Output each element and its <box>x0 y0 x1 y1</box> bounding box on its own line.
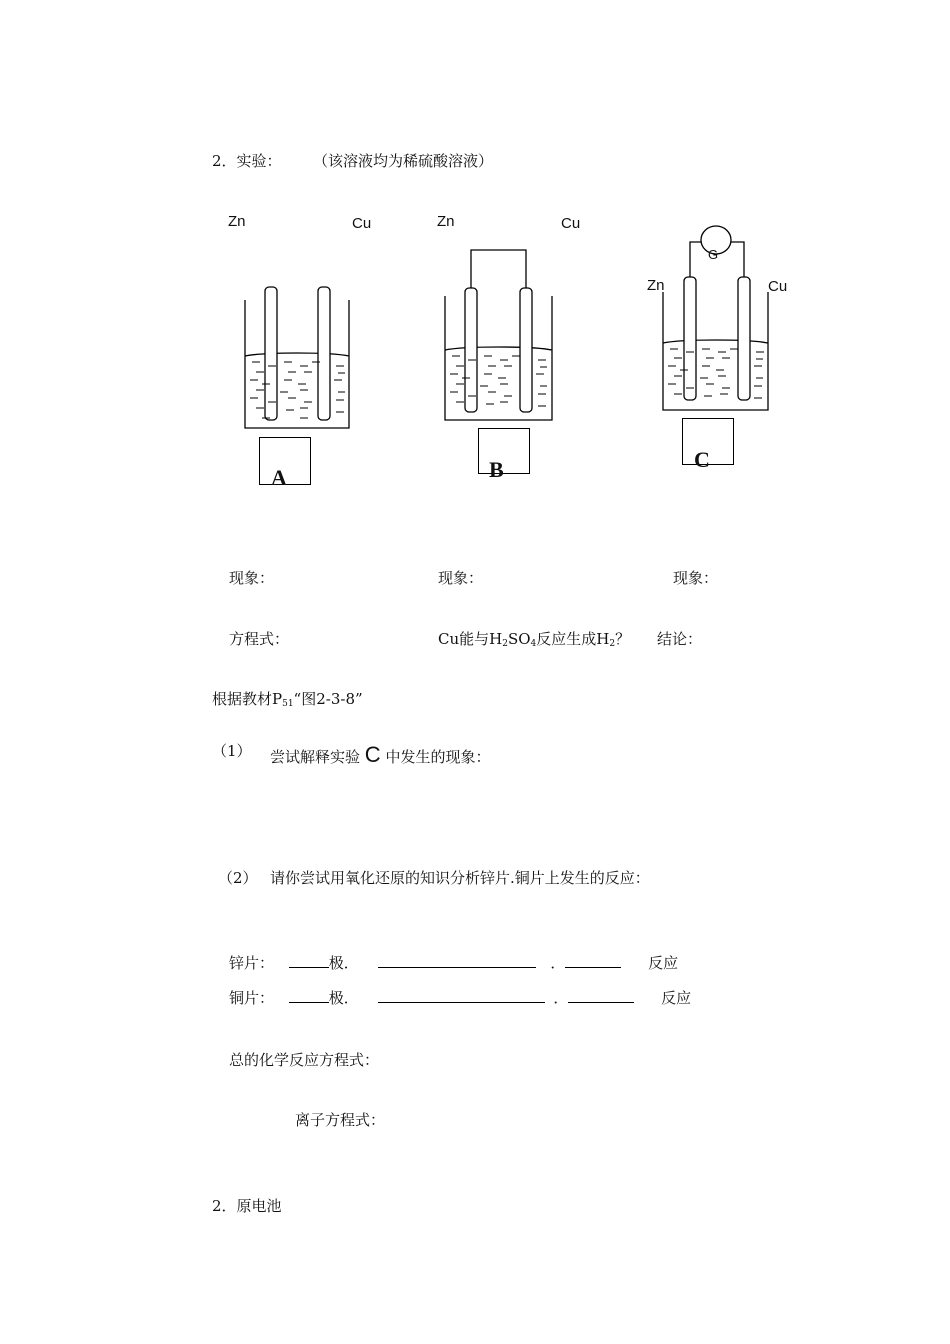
label-c-zn: Zn <box>647 277 665 294</box>
equation-label: 方程式： <box>229 630 290 648</box>
copper-equation-blank[interactable] <box>378 1001 545 1003</box>
experiment-c-letter: C <box>364 742 381 767</box>
apparatus-label-b: B <box>489 457 504 482</box>
zinc-equation-blank[interactable] <box>378 966 536 968</box>
label-b-cu: Cu <box>561 215 581 232</box>
question-2-number: （2） <box>218 869 258 887</box>
electrode-c-cu <box>738 277 750 400</box>
apparatus-diagram <box>0 0 950 560</box>
ionic-equation-label: 离子方程式： <box>295 1111 386 1129</box>
textbook-reference: 根据教材$P_{51}“$图2-3-8” <box>212 690 363 709</box>
copper-row: 铜片： 极． ． 反应 <box>229 989 692 1007</box>
phenomenon-b-label: 现象： <box>438 569 484 587</box>
electrode-b-cu <box>520 288 532 412</box>
question-b: Cu能与$H_2SO_4$反应生成$H_2$？ <box>438 630 631 649</box>
copper-type-blank[interactable] <box>568 1001 634 1003</box>
answer-box-b[interactable] <box>478 428 530 474</box>
galvanometer-label: G <box>708 247 719 262</box>
beaker-c <box>663 292 768 410</box>
phenomenon-a-label: 现象： <box>229 569 275 587</box>
apparatus-label-a: A <box>271 465 287 490</box>
label-a-cu: Cu <box>352 215 372 232</box>
copper-pole-blank[interactable] <box>289 1001 329 1003</box>
apparatus-label-c: C <box>694 447 710 472</box>
question-1-number: （1） <box>212 742 252 760</box>
experiment-heading: 2．实验： <box>212 152 282 170</box>
zinc-pole-blank[interactable] <box>289 966 329 968</box>
label-b-zn: Zn <box>437 213 455 230</box>
electrode-b-zn <box>465 288 477 412</box>
question-1-text: 尝试解释实验 C 中发生的现象： <box>270 742 491 767</box>
electrode-a-zn <box>265 287 277 420</box>
beaker-b <box>445 296 552 420</box>
label-a-zn: Zn <box>228 213 246 230</box>
wire-b <box>471 250 526 288</box>
beaker-a <box>245 300 349 428</box>
electrode-c-zn <box>684 277 696 400</box>
zinc-type-blank[interactable] <box>565 966 621 968</box>
label-c-cu: Cu <box>768 278 788 295</box>
experiment-note: （该溶液均为稀硫酸溶液） <box>313 152 494 170</box>
conclusion-label: 结论： <box>657 630 703 648</box>
phenomenon-c-label: 现象： <box>673 569 719 587</box>
question-2-text: 请你尝试用氧化还原的知识分析锌片.铜片上发生的反应： <box>270 869 650 887</box>
section-heading: 2．原电池 <box>212 1197 282 1215</box>
total-equation-label: 总的化学反应方程式： <box>229 1051 380 1069</box>
electrode-a-cu <box>318 287 330 420</box>
zinc-row: 锌片： 极． ． 反应 <box>229 954 679 972</box>
